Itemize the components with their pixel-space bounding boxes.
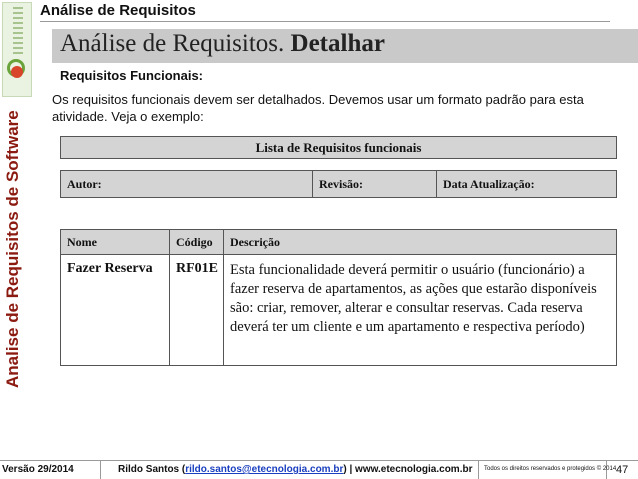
slide-title-bold: Detalhar [290,30,385,57]
column-header-descricao: Descrição [230,235,280,249]
slide-title-regular: Análise de Requisitos. [60,30,285,57]
footer-rights: Todos os direitos reservados e protegidos © 2014 [484,466,617,472]
table-row [60,254,617,366]
requirement-description: Esta funcionalidade deverá permitir o usuário (funcionário) a fazer reserva de apartamentos, as ações que estarão disponíveis são: criar, remover, alterar e consultar reservas. Cada reserva deverá ter um cliente e um apartamento e respectiva período) [230,262,597,335]
footer-author-suffix: ) | www.etecnologia.com.br [343,464,473,475]
footer-author [118,464,472,475]
footer-divider [0,460,638,461]
list-title-row: Lista de Requisitos funcionais [60,136,617,159]
revisao-label: Revisão: [319,177,363,191]
vertical-course-title: Analise de Requisitos de Software [3,110,22,388]
footer-separator [478,461,479,479]
intro-paragraph: Os requisitos funcionais devem ser detalhados. Devemos usar um formato padrão para esta atividade. Veja o exemplo: [52,92,584,124]
cell-divider [223,255,224,365]
requirement-code: RF01E [176,261,218,276]
logo-text-mark [13,7,23,55]
column-header-nome: Nome [67,235,97,249]
data-atualizacao-label: Data Atualização: [443,177,535,191]
column-header-codigo: Código [176,235,213,249]
requirement-name: Fazer Reserva [67,261,153,276]
slide-title [60,30,385,58]
sidebar [0,0,34,460]
page-number: 47 [616,464,629,476]
footer-separator [100,461,101,479]
footer-version: Versão 29/2014 [2,464,74,475]
autor-label: Autor: [67,177,102,191]
requirements-header-row [60,229,617,255]
footer-author-prefix: Rildo Santos ( [118,464,186,475]
footer-email-link[interactable]: rildo.santos@etecnologia.com.br [185,464,344,475]
etecnologia-logo [2,2,32,97]
header-title: Análise de Requisitos [40,2,196,19]
section-subtitle: Requisitos Funcionais: [60,68,204,83]
meta-row [60,170,617,198]
logo-dot [11,66,23,78]
cell-divider [169,255,170,365]
header-divider [40,21,610,22]
